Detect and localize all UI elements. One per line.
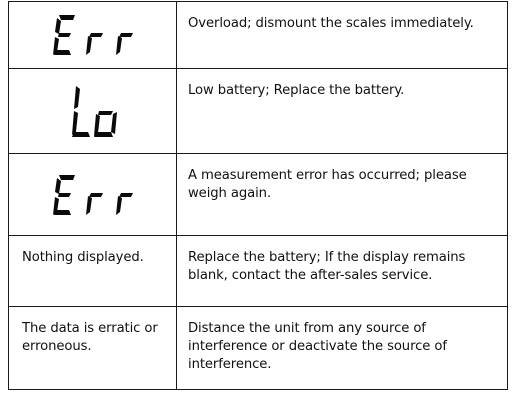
remedy-cell <box>177 236 508 307</box>
remedy-text: Overload; dismount the scales immediately. <box>188 16 474 31</box>
lcd-lo-icon <box>45 80 141 142</box>
display-text: The data is erratic or erroneous. <box>22 321 158 354</box>
display-cell <box>9 154 177 236</box>
lcd-err-icon <box>45 170 141 220</box>
troubleshooting-table <box>8 1 508 390</box>
display-cell <box>9 69 177 154</box>
display-text: Nothing displayed. <box>22 250 144 265</box>
table-row <box>9 154 508 236</box>
remedy-cell <box>177 154 508 236</box>
lcd-err-icon <box>45 10 141 60</box>
display-cell <box>9 2 177 69</box>
table-row <box>9 236 508 307</box>
display-cell <box>9 236 177 307</box>
remedy-cell <box>177 307 508 390</box>
remedy-text: Low battery; Replace the battery. <box>188 83 405 98</box>
display-cell <box>9 307 177 390</box>
remedy-cell <box>177 69 508 154</box>
table-row <box>9 307 508 390</box>
remedy-text: Distance the unit from any source of interference or deactivate the source of interference. <box>188 321 447 372</box>
table-row <box>9 2 508 69</box>
table-row <box>9 69 508 154</box>
remedy-cell <box>177 2 508 69</box>
remedy-text: Replace the battery; If the display remains blank, contact the after-sales service. <box>188 250 466 283</box>
remedy-text: A measurement error has occurred; please weigh again. <box>188 168 467 201</box>
